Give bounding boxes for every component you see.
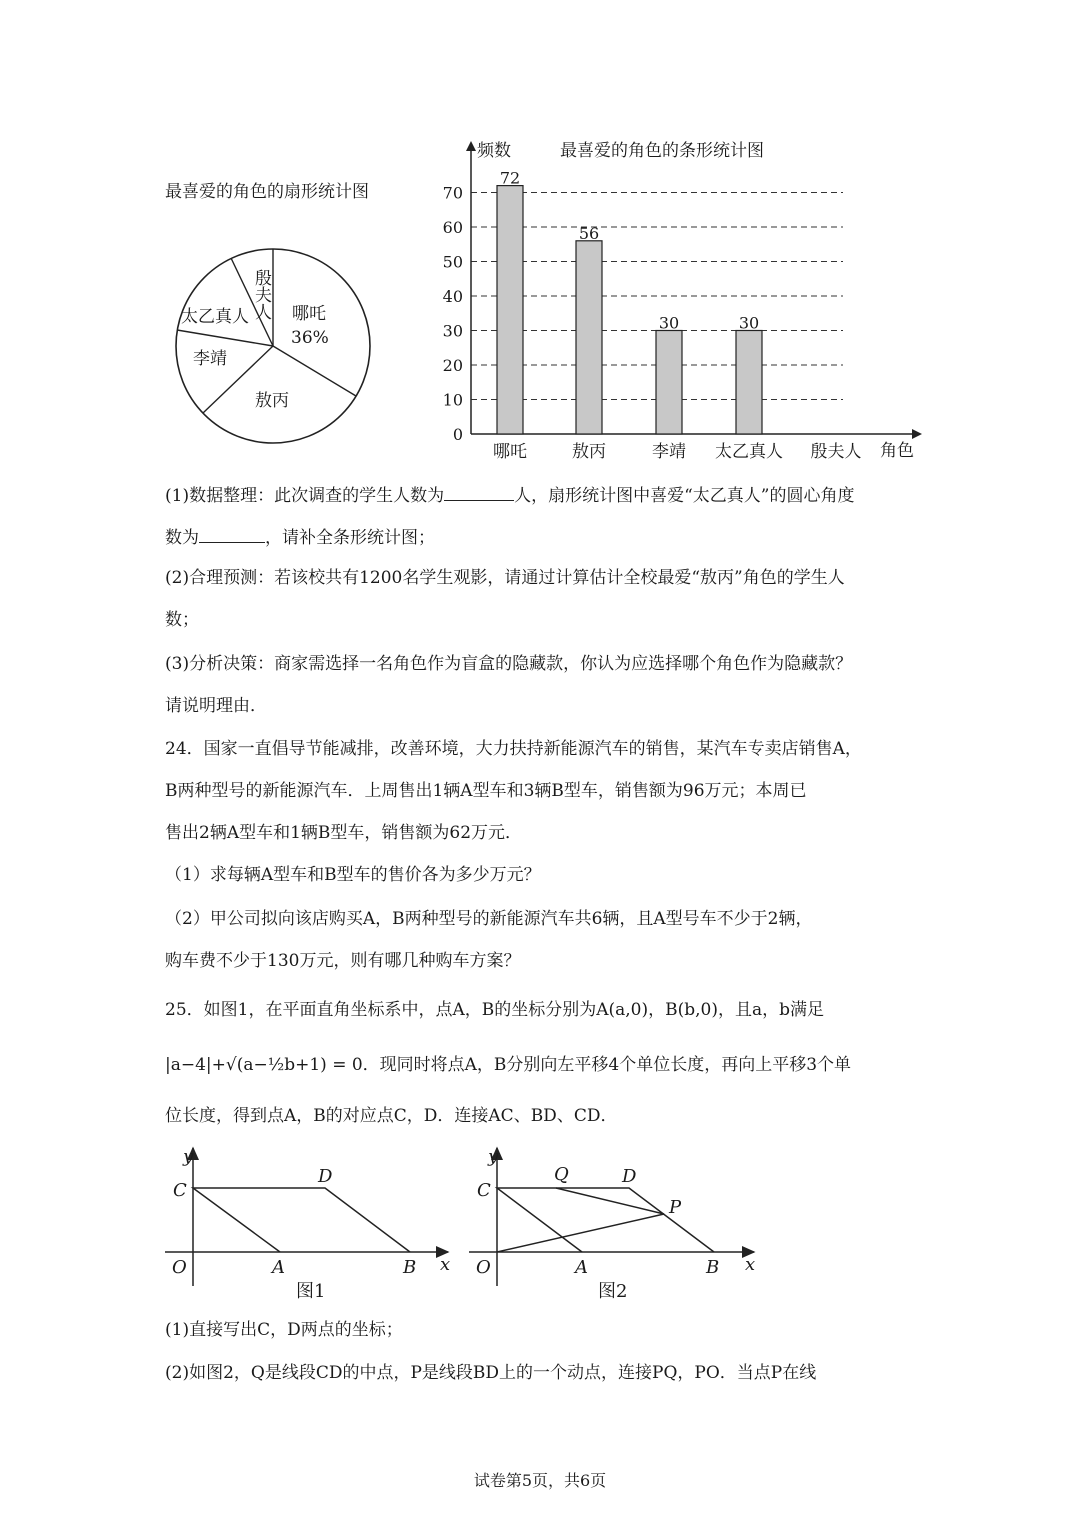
pie-chart xyxy=(170,245,380,450)
fig2-label-x: x xyxy=(745,1254,756,1275)
bar-data-label: 72 xyxy=(499,168,521,188)
q23-part1-line2 xyxy=(165,526,435,548)
y-tick-label: 10 xyxy=(442,390,463,410)
bar-chart-title: 最喜爱的角色的条形统计图 xyxy=(560,141,764,161)
pie-label-yinfuren: 殷夫人 xyxy=(251,269,271,320)
fig1-label-x: x xyxy=(440,1254,451,1275)
q24-line2: B两种型号的新能源汽车．上周售出1辆A型车和3辆B型车，销售额为96万元；本周已 xyxy=(165,781,807,801)
q25-line1: 25．如图1，在平面直角坐标系中，点A，B的坐标分别为A(a,0)，B(b,0)，且a，b满足 xyxy=(165,1000,824,1020)
pie-chart-title: 最喜爱的角色的扇形统计图 xyxy=(165,182,369,202)
fig2-label-o: O xyxy=(476,1257,491,1278)
category-label: 哪吒 xyxy=(493,442,527,462)
y-tick-label: 0 xyxy=(452,425,463,444)
pie-label-nezha: 哪吒 xyxy=(292,304,326,324)
q24-sub1: （1）求每辆A型车和B型车的售价各为多少万元？ xyxy=(165,865,541,885)
q24-line3: 售出2辆A型车和1辆B型车，销售额为62万元． xyxy=(165,823,523,843)
bar-data-label: 30 xyxy=(658,313,680,333)
pie-divider xyxy=(273,346,356,396)
y-tick-label: 50 xyxy=(442,252,463,272)
pie-label-aobing: 敖丙 xyxy=(255,391,289,411)
fig2-label-d: D xyxy=(622,1166,637,1187)
category-label: 殷夫人 xyxy=(810,442,862,462)
q23-p1-text-c: 数为 xyxy=(165,528,199,548)
q23-part1-line1 xyxy=(165,484,854,506)
fig2-caption: 图2 xyxy=(598,1281,628,1302)
answer-blank[interactable] xyxy=(444,484,514,501)
q23-part2-line1: (2)合理预测：若该校共有1200名学生观影，请通过计算估计全校最爱“敖丙”角色的学生人 xyxy=(165,568,845,588)
q24-sub2-line1: （2）甲公司拟向该店购买A，B两种型号的新能源汽车共6辆，且A型号车不少于2辆， xyxy=(165,909,813,929)
fig2-label-b: B xyxy=(706,1257,720,1278)
y-axis-arrow xyxy=(466,141,476,151)
y-tick-label: 40 xyxy=(442,287,463,306)
bar-chart xyxy=(440,135,930,465)
bar xyxy=(497,186,523,434)
figure-1-lines xyxy=(193,1188,410,1252)
bar xyxy=(736,331,762,435)
q23-part3-line2: 请说明理由． xyxy=(165,696,267,716)
fig2-label-c: C xyxy=(477,1180,491,1201)
y-tick-label: 60 xyxy=(442,218,463,237)
figure-2 xyxy=(464,1140,764,1308)
fig2-label-y: y xyxy=(488,1146,499,1167)
category-label: 敖丙 xyxy=(572,442,606,462)
fig2-label-a: A xyxy=(575,1257,588,1278)
fig1-label-o: O xyxy=(172,1257,187,1278)
bar-data-label: 30 xyxy=(738,313,760,333)
x-axis-label: 角色 xyxy=(880,441,914,461)
figure-2-lines xyxy=(497,1188,714,1252)
fig1-label-y: y xyxy=(183,1146,194,1167)
y-tick-label: 20 xyxy=(442,356,463,375)
y-axis-label: 频数 xyxy=(477,141,511,161)
y-tick-label: 30 xyxy=(442,321,463,341)
category-label: 太乙真人 xyxy=(715,442,783,462)
q25-sub1: (1)直接写出C，D两点的坐标； xyxy=(165,1320,403,1340)
fig1-label-a: A xyxy=(272,1257,285,1278)
q23-part3-line1: (3)分析决策：商家需选择一名角色作为盲盒的隐藏款，你认为应选择哪个角色作为隐藏款？ xyxy=(165,654,853,674)
fig1-caption: 图1 xyxy=(296,1281,326,1302)
bar-data-label: 56 xyxy=(578,223,600,243)
q25-line3: 位长度，得到点A，B的对应点C，D．连接AC、BD、CD． xyxy=(165,1106,618,1126)
fig1-label-c: C xyxy=(173,1180,187,1201)
pie-label-nezha-percent: 36% xyxy=(291,328,329,348)
figure-1 xyxy=(160,1140,460,1308)
pie-label-lijing: 李靖 xyxy=(193,349,227,369)
q23-p1-text-d: ，请补全条形统计图； xyxy=(265,528,435,548)
q24-line1: 24．国家一直倡导节能减排，改善环境，大力扶持新能源汽车的销售，某汽车专卖店销售A， xyxy=(165,739,862,759)
bar xyxy=(576,241,602,434)
q23-p1-text-a: (1)数据整理：此次调查的学生人数为 xyxy=(165,486,445,506)
fig2-label-p: P xyxy=(669,1197,682,1218)
page-footer: 试卷第5页，共6页 xyxy=(473,1471,607,1490)
answer-blank[interactable] xyxy=(199,526,265,543)
q23-part2-line2: 数； xyxy=(165,610,199,630)
q24-sub2-line2: 购车费不少于130万元，则有哪几种购车方案？ xyxy=(165,951,521,971)
q25-line2: |a−4|+√(a−½b+1) = 0．现同时将点A，B分别向左平移4个单位长度，再向上平移3个单 xyxy=(165,1055,852,1075)
fig1-label-b: B xyxy=(403,1257,417,1278)
segment-pq xyxy=(556,1188,664,1214)
pie-label-taiyi: 太乙真人 xyxy=(181,307,249,327)
pie-divider xyxy=(177,330,273,346)
y-tick-label: 70 xyxy=(442,183,463,203)
q25-sub2: (2)如图2，Q是线段CD的中点，P是线段BD上的一个动点，连接PQ，PO．当点P在线 xyxy=(165,1363,817,1383)
q23-p1-text-b: 人，扇形统计图中喜爱“太乙真人”的圆心角度 xyxy=(514,486,855,506)
segment-po xyxy=(497,1214,664,1252)
fig2-label-q: Q xyxy=(554,1164,569,1185)
x-axis-arrow xyxy=(912,429,922,439)
category-label: 李靖 xyxy=(652,442,686,462)
fig1-label-d: D xyxy=(318,1166,333,1187)
bar xyxy=(656,331,682,435)
